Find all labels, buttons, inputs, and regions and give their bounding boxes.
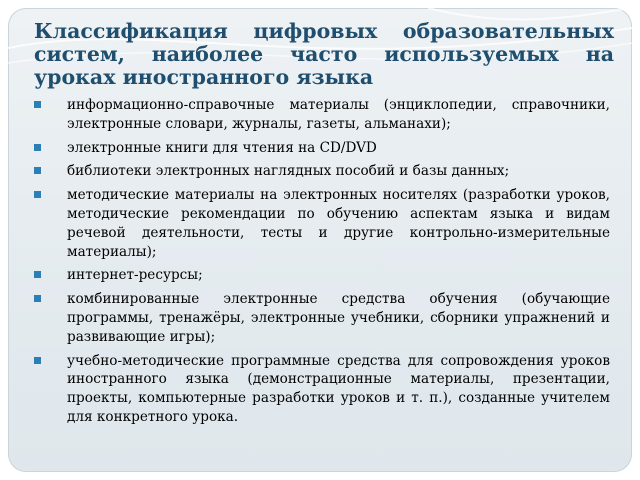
list-item-text: интернет-ресурсы; bbox=[67, 267, 203, 284]
list-item bbox=[34, 290, 610, 346]
square-bullet-icon bbox=[34, 101, 41, 108]
slide-title: Классификация цифровых образовательных систем, наиболее часто используемых на уроках иностранного языка bbox=[34, 19, 614, 89]
square-bullet-icon bbox=[34, 167, 41, 174]
square-bullet-icon bbox=[34, 271, 41, 278]
square-bullet-icon bbox=[34, 357, 41, 364]
list-item-text: учебно-методические программные средства для сопровождения уроков иностранного языка (демонстрационные материалы, презентации, проекты, компьютерные разработки уроков и т. п.), созданные учителем для конкретного урока. bbox=[67, 352, 610, 425]
list-item bbox=[34, 162, 610, 181]
bullet-list bbox=[34, 96, 610, 432]
list-item bbox=[34, 266, 610, 285]
list-item-text: методические материалы на электронных носителях (разработки уроков, методические рекомендации по обучению аспектам языка и видам речевой деятельности, тесты и другие контрольно-измерительные материалы); bbox=[67, 187, 610, 260]
slide bbox=[8, 8, 632, 472]
list-item bbox=[34, 139, 610, 158]
list-item-text: библиотеки электронных наглядных пособий и базы данных; bbox=[67, 163, 510, 180]
square-bullet-icon bbox=[34, 295, 41, 302]
list-item-text: комбинированные электронные средства обучения (обучающие программы, тренажёры, электронные учебники, сборники упражнений и развивающие игры); bbox=[67, 291, 610, 345]
square-bullet-icon bbox=[34, 191, 41, 198]
list-item bbox=[34, 96, 610, 134]
list-item bbox=[34, 352, 610, 427]
list-item-text: информационно-справочные материалы (энциклопедии, справочники, электронные словари, журналы, газеты, альманахи); bbox=[67, 97, 610, 132]
list-item-text: электронные книги для чтения на CD/DVD bbox=[67, 139, 377, 156]
square-bullet-icon bbox=[34, 144, 41, 151]
list-item bbox=[34, 186, 610, 261]
